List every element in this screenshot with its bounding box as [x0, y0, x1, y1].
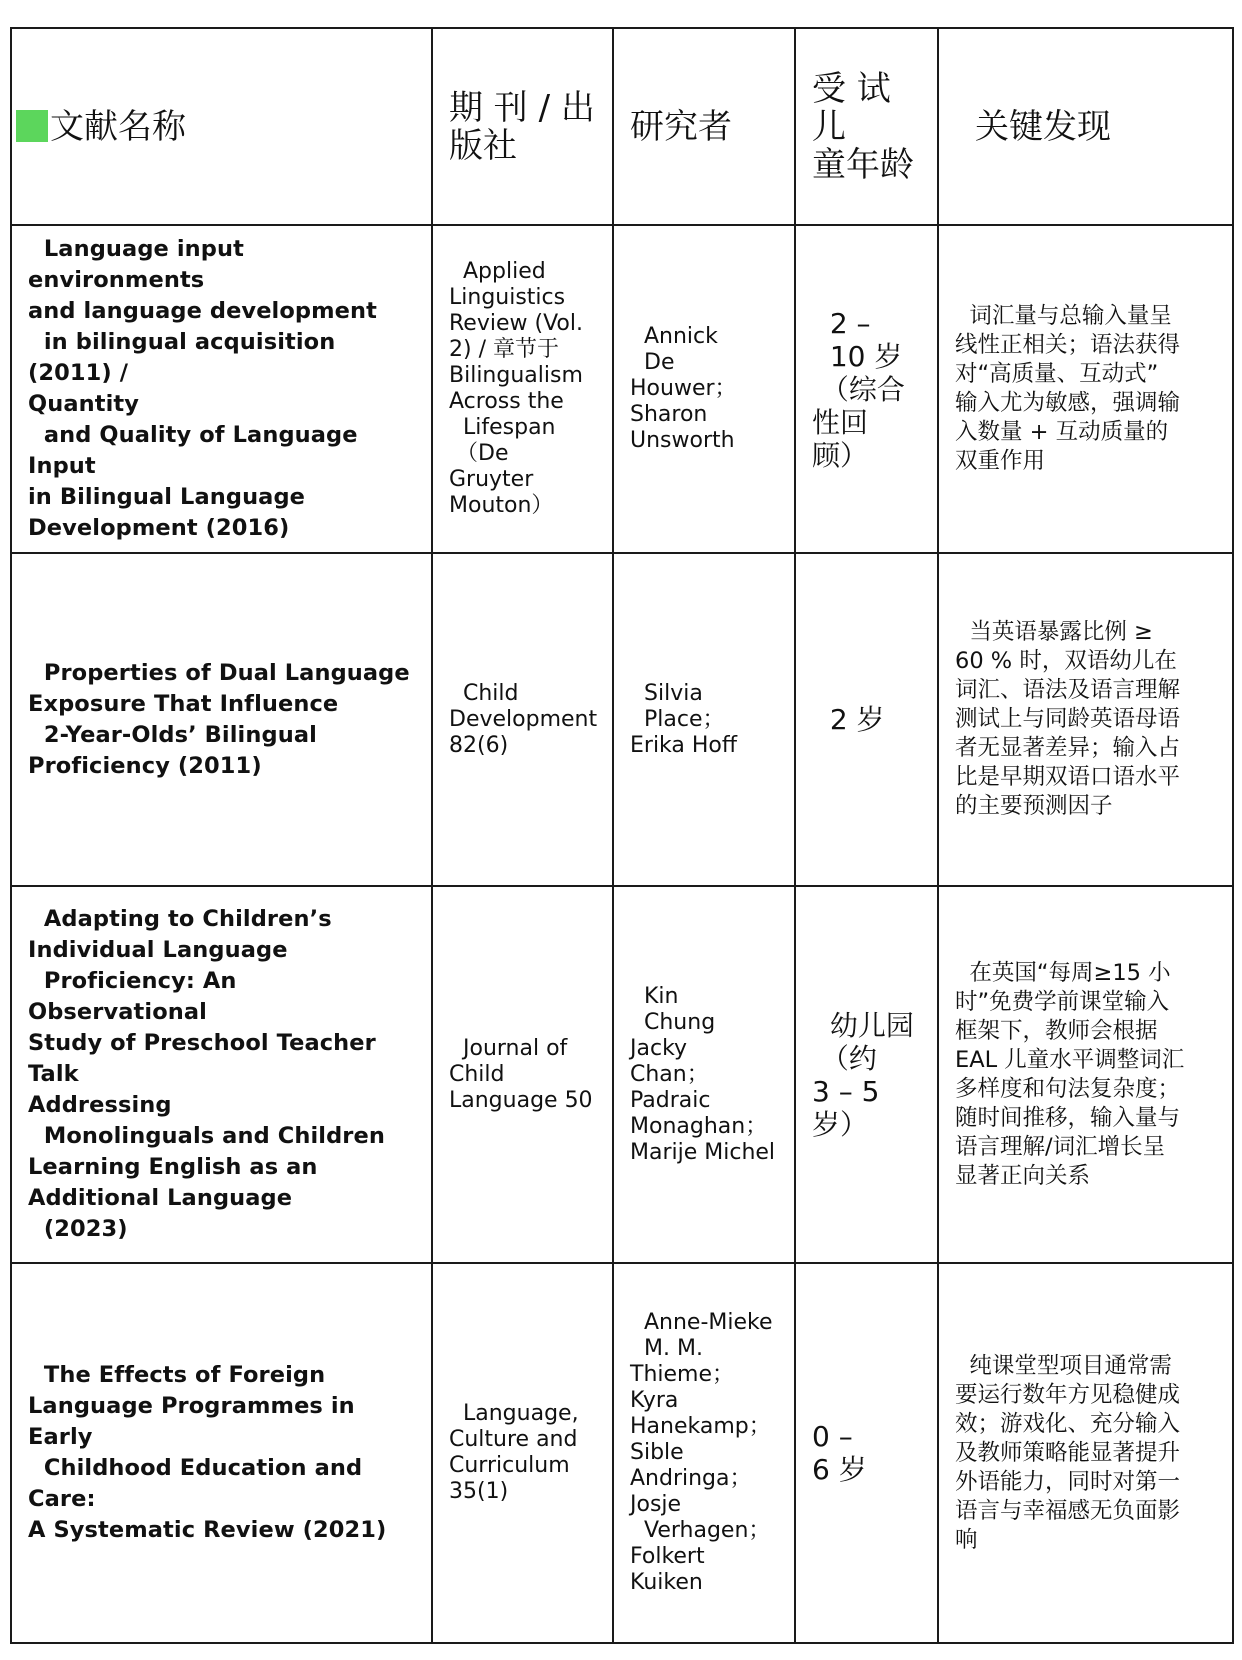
- row-journal-cell: Language, Culture and Curriculum 35(1): [432, 1263, 613, 1643]
- row-title-cell: The Effects of Foreign Language Programmes in Early Childhood Education and Care: A Systematic Review (2021): [11, 1263, 432, 1643]
- table-row: [11, 225, 1233, 553]
- row-age-cell: 2 – 10 岁 （综合 性回 顾）: [795, 225, 938, 553]
- row-finding-cell: 在英国“每周≥15 小 时”免费学前课堂输入 框架下，教师会根据 EAL 儿童水平调整词汇 多样度和句法复杂度； 随时间推移，输入量与 语言理解/词汇增长呈 显著正向关系: [938, 886, 1233, 1263]
- row-age-cell: 2 岁: [795, 553, 938, 886]
- table-row: [11, 886, 1233, 1263]
- header-journal-cell: [432, 28, 613, 225]
- row-journal-cell: Child Development 82(6): [432, 553, 613, 886]
- row-journal-cell: Applied Linguistics Review (Vol. 2) / 章节于 Bilingualism Across the Lifespan （De Gruyter Mouton）: [432, 225, 613, 553]
- header-row: [11, 28, 1233, 225]
- row-title-cell: Adapting to Children’s Individual Language Proficiency: An Observational Study of Preschool Teacher Talk Addressing Monolinguals and Children Learning English as an Additional Language (2023): [11, 886, 432, 1263]
- table-row: [11, 553, 1233, 886]
- row-finding-cell: 纯课堂型项目通常需 要运行数年方见稳健成 效；游戏化、充分输入 及教师策略能显著提升 外语能力，同时对第一 语言与幸福感无负面影 响: [938, 1263, 1233, 1643]
- row-age-cell: 幼儿园 （约 3 – 5 岁）: [795, 886, 938, 1263]
- row-finding-cell: 当英语暴露比例 ≥ 60 % 时，双语幼儿在 词汇、语法及语言理解 测试上与同龄英语母语 者无显著差异；输入占 比是早期双语口语水平 的主要预测因子: [938, 553, 1233, 886]
- header-title-cell: [11, 28, 432, 225]
- header-age-label: 受 试 儿 童年龄: [812, 68, 914, 185]
- row-title-cell: Properties of Dual Language Exposure That Influence 2-Year-Olds’ Bilingual Proficiency (2011): [11, 553, 432, 886]
- row-authors-cell: Anne-Mieke M. M. Thieme； Kyra Hanekamp； Sible Andringa； Josje Verhagen； Folkert Kuiken: [613, 1263, 795, 1643]
- literature-table: [10, 27, 1234, 1644]
- header-finding-cell: [938, 28, 1233, 225]
- row-authors-cell: Annick De Houwer； Sharon Unsworth: [613, 225, 795, 553]
- table-row: [11, 1263, 1233, 1643]
- header-journal-label: 期 刊 / 出 版社: [449, 87, 595, 166]
- header-title-label: 文献名称: [50, 106, 186, 147]
- green-square-icon: [16, 110, 48, 142]
- row-journal-cell: Journal of Child Language 50: [432, 886, 613, 1263]
- row-authors-cell: Kin Chung Jacky Chan； Padraic Monaghan； Marije Michel: [613, 886, 795, 1263]
- header-finding-label: 关键发现: [975, 106, 1111, 147]
- row-age-cell: 0 – 6 岁: [795, 1263, 938, 1643]
- header-age-cell: [795, 28, 938, 225]
- row-finding-cell: 词汇量与总输入量呈 线性正相关；语法获得 对“高质量、互动式” 输入尤为敏感，强调输 入数量 + 互动质量的 双重作用: [938, 225, 1233, 553]
- header-researcher-cell: [613, 28, 795, 225]
- row-authors-cell: Silvia Place； Erika Hoff: [613, 553, 795, 886]
- header-researcher-label: 研究者: [630, 106, 732, 147]
- row-title-cell: Language input environments and language development in bilingual acquisition (2011) / Quantity and Quality of Language Input in Bilingual Language Development (2016): [11, 225, 432, 553]
